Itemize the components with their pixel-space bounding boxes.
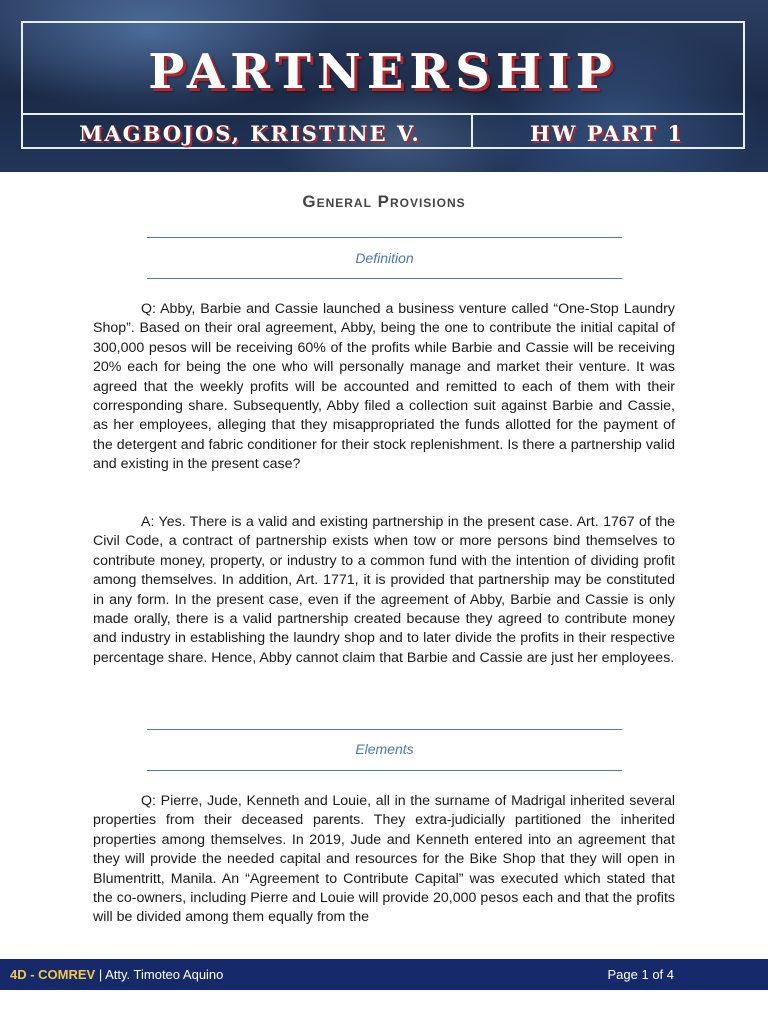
elements-question: Q: Pierre, Jude, Kenneth and Louie, all in the surname of Madrigal inherited several properties from their deceased parents. They extra-judicially partitioned the inherited properties among themselves. In 2019, Jude and Kenneth entered into an agreement that they will provide the needed capital and resources for the Bike Shop that they will open in Blumentritt, Manila. An “Agreement to Contribute Capital” was executed which stated that the co-owners, including Pierre and Louie will provide 20,000 pesos each and that the profits will be divided among them equally from the bbox=[93, 793, 675, 926]
definition-heading: Definition bbox=[355, 250, 414, 266]
footer-professor: Atty. Timoteo Aquino bbox=[105, 967, 224, 982]
page-number: Page 1 of 4 bbox=[607, 967, 674, 982]
header-banner bbox=[0, 0, 768, 172]
elements-rule-bottom bbox=[147, 770, 622, 771]
author-name: MAGBOJOS, KRISTINE V. bbox=[79, 121, 421, 146]
definition-rule-bottom bbox=[147, 278, 622, 279]
section-title: General Provisions bbox=[302, 192, 466, 211]
footer-separator: | bbox=[95, 967, 106, 982]
banner-divider bbox=[21, 113, 745, 115]
footer-course-info bbox=[10, 959, 223, 990]
definition-answer: A: Yes. There is a valid and existing partnership in the present case. Art. 1767 of the Civil Code, a contract of partnership exists when tow or more persons bind themselves to contribute money, property, or industry to a common fund with the intention of dividing profit among themselves. In addition, Art. 1771, it is provided that partnership may be constituted in any form. In the present case, even if the agreement of Abby, Barbie and Cassie is only made orally, there is a valid partnership created because they agreed to contribute money and industry in establishing the laundry shop and to later divide the profits in their respective percentage share. Hence, Abby cannot claim that Barbie and Cassie are just her employees. bbox=[93, 514, 675, 666]
elements-rule-top bbox=[147, 729, 622, 730]
document-title: PARTNERSHIP bbox=[148, 44, 618, 100]
definition-question: Q: Abby, Barbie and Cassie launched a business venture called “One-Stop Laundry Shop”. Based on their oral agreement, Abby, being the one to contribute the initial capital of 300,000 pesos will be receiving 60% of the profits while Barbie and Cassie will be receiving 20% each for being the one who will personally manage and market their venture. It was agreed that the weekly profits will be accounted and remitted to each of them with their corresponding share. Subsequently, Abby filed a collection suit against Barbie and Cassie, as her employees, alleging that they misappropriated the funds allotted for the payment of the detergent and fabric conditioner for their stock replenishment. Is there a partnership valid and existing in the present case? bbox=[93, 301, 675, 473]
page-footer bbox=[0, 959, 768, 990]
definition-rule-top bbox=[147, 237, 622, 238]
elements-heading: Elements bbox=[355, 741, 414, 757]
banner-vertical-divider bbox=[471, 113, 473, 149]
homework-part: HW PART 1 bbox=[530, 121, 684, 146]
footer-course: 4D - COMREV bbox=[10, 967, 96, 982]
